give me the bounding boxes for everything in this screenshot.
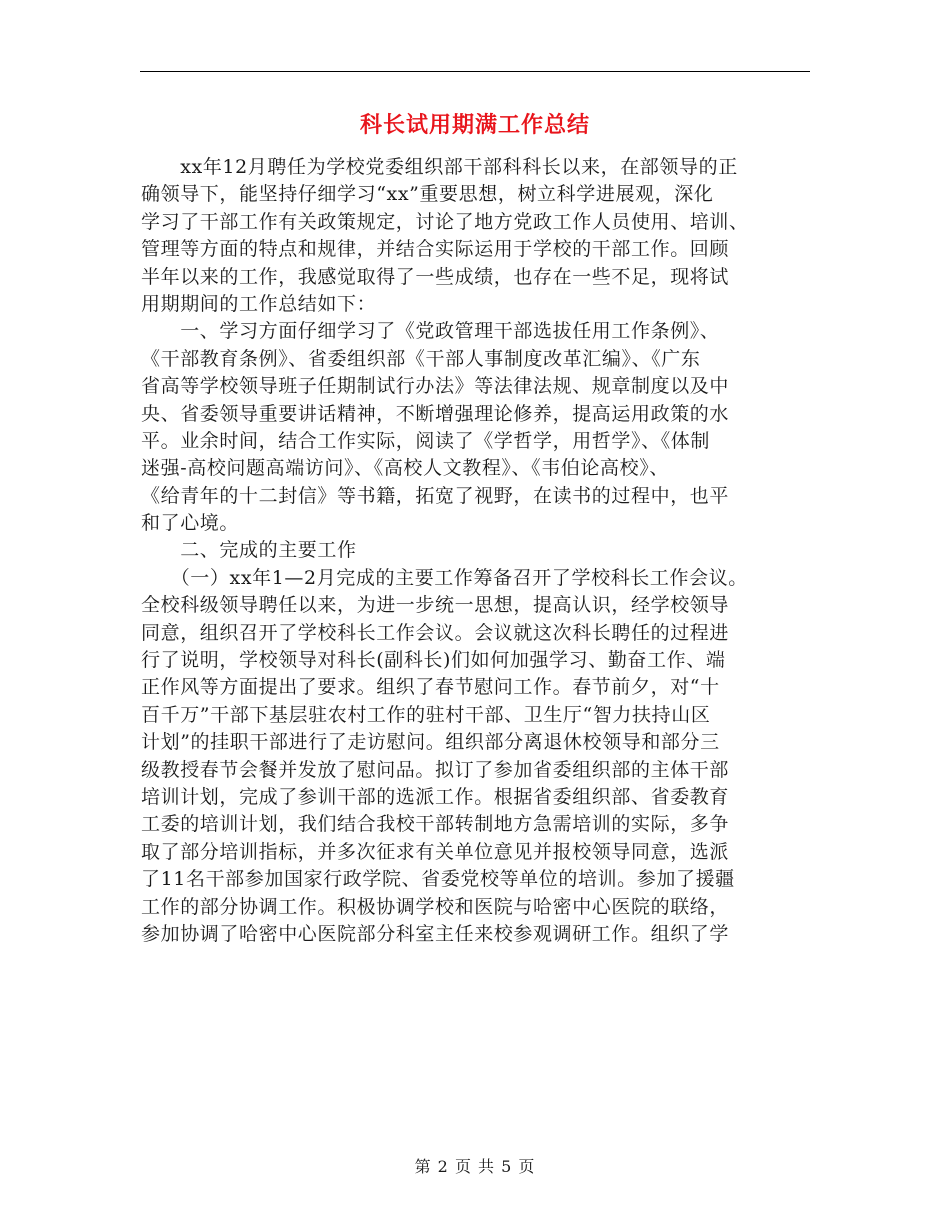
body-line: 正作风等方面提出了要求。组织了春节慰问工作。春节前夕，对“十 (141, 676, 720, 699)
body-line: 计划”的挂职干部进行了走访慰问。组织部分离退休校领导和部分三 (141, 731, 720, 754)
body-line: 确领导下，能坚持仔细学习“xx”重要思想，树立科学进展观，深化 (141, 183, 714, 206)
body-line: 《干部教育条例》、省委组织部《干部人事制度改革汇编》、《广东 (141, 347, 701, 370)
body-line: 半年以来的工作，我感觉取得了一些成绩，也存在一些不足，现将试 (141, 265, 730, 288)
body-line: 百千万”干部下基层驻农村工作的驻村干部、卫生厅“智力扶持山区 (141, 703, 711, 726)
body-line: 级教授春节会餐并发放了慰问品。拟订了参加省委组织部的主体干部 (141, 758, 730, 781)
body-line: 二、完成的主要工作 (141, 539, 357, 562)
header-rule (140, 71, 810, 72)
body-line: 用期期间的工作总结如下： (141, 292, 377, 315)
body-line: 学习了干部工作有关政策规定，讨论了地方党政工作人员使用、培训、 (141, 210, 749, 233)
body-line: 取了部分培训指标，并多次征求有关单位意见并报校领导同意，选派 (141, 840, 730, 863)
body-line: 工委的培训计划，我们结合我校干部转制地方急需培训的实际，多争 (141, 813, 730, 836)
body-line: 参加协调了哈密中心医院部分科室主任来校参观调研工作。组织了学 (141, 922, 730, 945)
body-line: 培训计划，完成了参训干部的选派工作。根据省委组织部、省委教育 (141, 785, 730, 808)
body-line: 同意，组织召开了学校科长工作会议。会议就这次科长聘任的过程进 (141, 621, 730, 644)
body-line: 央、省委领导重要讲话精神，不断增强理论修养，提高运用政策的水 (141, 402, 730, 425)
body-line: 全校科级领导聘任以来，为进一步统一思想，提高认识，经学校领导 (141, 594, 730, 617)
body-line: 省高等学校领导班子任期制试行办法》等法律法规、规章制度以及中 (141, 375, 730, 398)
body-line: （一）xx年1—2月完成的主要工作筹备召开了学校科长工作会议。 (141, 566, 748, 589)
body-line: 《给青年的十二封信》等书籍，拓宽了视野，在读书的过程中，也平 (141, 484, 730, 507)
body-line: 平。业余时间，结合工作实际，阅读了《学哲学，用哲学》、《体制 (141, 429, 711, 452)
body-line: xx年12月聘任为学校党委组织部干部科科长以来，在部领导的正 (141, 156, 738, 178)
body-line: 迷强-高校问题高端访问》、《高校人文教程》、《韦伯论高校》、 (141, 457, 669, 480)
page-number-footer: 第 2 页 共 5 页 (414, 1157, 536, 1176)
document-body (141, 154, 831, 948)
body-line: 行了说明，学校领导对科长(副科长)们如何加强学习、勤奋工作、端 (141, 649, 726, 672)
body-line: 管理等方面的特点和规律，并结合实际运用于学校的干部工作。回顾 (141, 238, 730, 261)
body-line: 工作的部分协调工作。积极协调学校和医院与哈密中心医院的联络， (141, 895, 730, 918)
body-line: 和了心境。 (141, 512, 240, 535)
body-line: 一、学习方面仔细学习了《党政管理干部选拔任用工作条例》、 (141, 320, 720, 343)
body-line: 了11名干部参加国家行政学院、省委党校等单位的培训。参加了援疆 (141, 868, 735, 891)
document-title: 科长试用期满工作总结 (359, 113, 590, 138)
